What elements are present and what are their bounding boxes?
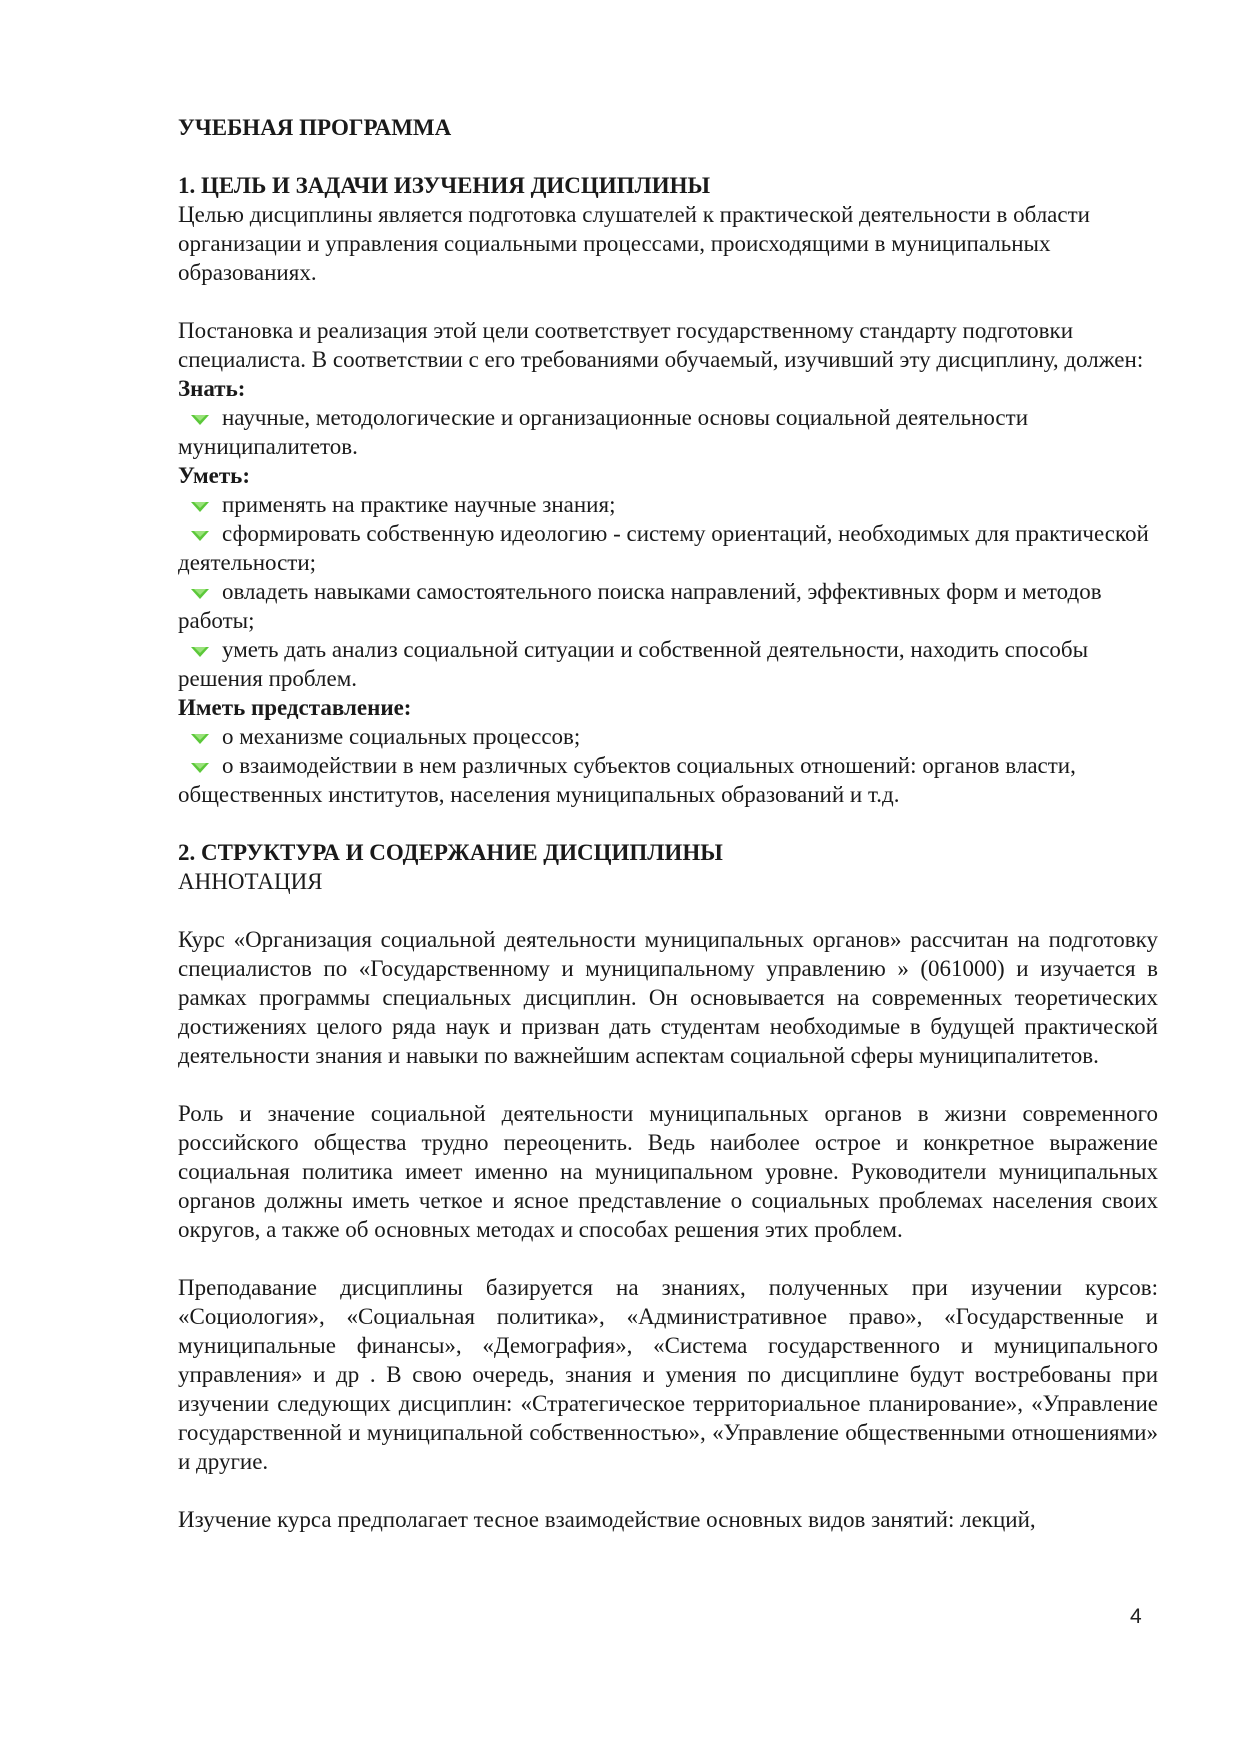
list-item: овладеть навыками самостоятельного поиска направлений, эффективных форм и методов работы;	[178, 579, 1102, 633]
doc-title: УЧЕБНАЯ ПРОГРАММА	[178, 115, 452, 140]
know-label: Знать:	[178, 376, 246, 401]
idea-label: Иметь представление:	[178, 695, 412, 720]
green-arrow-bullet-icon	[190, 731, 210, 745]
section1-para1: Целью дисциплины является подготовка слушателей к практической деятельности в области организации и управления социальными процессами, происходящими в муниципальных образованиях.	[178, 202, 1090, 285]
section2-subheading: АННОТАЦИЯ	[178, 869, 323, 894]
list-item: научные, методологические и организационные основы социальной деятельности муниципалитетов.	[178, 405, 1028, 459]
list-item: применять на практике научные знания;	[178, 490, 1158, 519]
list-item: сформировать собственную идеологию - систему ориентаций, необходимых для практической деятельности;	[178, 521, 1149, 575]
list-item: о механизме социальных процессов;	[178, 722, 1158, 751]
section2-para4: Изучение курса предполагает тесное взаимодействие основных видов занятий: лекций,	[178, 1507, 1036, 1532]
green-arrow-bullet-icon	[190, 586, 210, 600]
section1-para2: Постановка и реализация этой цели соответствует государственному стандарту подготовки специалиста. В соответствии с его требованиями обучаемый, изучивший эту дисциплину, должен:	[178, 318, 1144, 372]
section2-para1: Курс «Организация социальной деятельности муниципальных органов» рассчитан на подготовку специалистов по «Государственному и муниципальному управлению » (061000) и изучается в рамках программы специальных дисциплин. Он основывается на современных теоретических достижениях целого ряда наук и призван дать студентам необходимые в будущей практической деятельности знания и навыки по важнейшим аспектам социальной сферы муниципалитетов.	[178, 927, 1158, 1068]
green-arrow-bullet-icon	[190, 760, 210, 774]
green-arrow-bullet-icon	[190, 412, 210, 426]
document-page	[178, 113, 1158, 1534]
section2-para3: Преподавание дисциплины базируется на знаниях, полученных при изучении курсов: «Социология», «Социальная политика», «Административное право», «Государственные и муниципальные финансы», «Демография», «Система государственного и муниципального управления» и др . В свою очередь, знания и умения по дисциплине будут востребованы при изучении следующих дисциплин: «Стратегическое территориальное планирование», «Управление государственной и муниципальной собственностью», «Управление общественными отношениями» и другие.	[178, 1275, 1158, 1474]
green-arrow-bullet-icon	[190, 528, 210, 542]
green-arrow-bullet-icon	[190, 499, 210, 513]
list-item: о взаимодействии в нем различных субъектов социальных отношений: органов власти, общественных институтов, населения муниципальных образований и т.д.	[178, 753, 1076, 807]
section2-para2: Роль и значение социальной деятельности муниципальных органов в жизни современного российского общества трудно переоценить. Ведь наиболее острое и конкретное выражение социальная политика имеет именно на муниципальном уровне. Руководители муниципальных органов должны иметь четкое и ясное представление о социальных проблемах населения своих округов, а также об основных методах и способах решения этих проблем.	[178, 1101, 1158, 1242]
section1-heading: 1. ЦЕЛЬ И ЗАДАЧИ ИЗУЧЕНИЯ ДИСЦИПЛИНЫ	[178, 173, 711, 198]
list-item: уметь дать анализ социальной ситуации и собственной деятельности, находить способы решения проблем.	[178, 637, 1089, 691]
green-arrow-bullet-icon	[190, 644, 210, 658]
can-label: Уметь:	[178, 463, 250, 488]
section2-heading: 2. СТРУКТУРА И СОДЕРЖАНИЕ ДИСЦИПЛИНЫ	[178, 840, 723, 865]
page-number: 4	[1130, 1605, 1142, 1628]
